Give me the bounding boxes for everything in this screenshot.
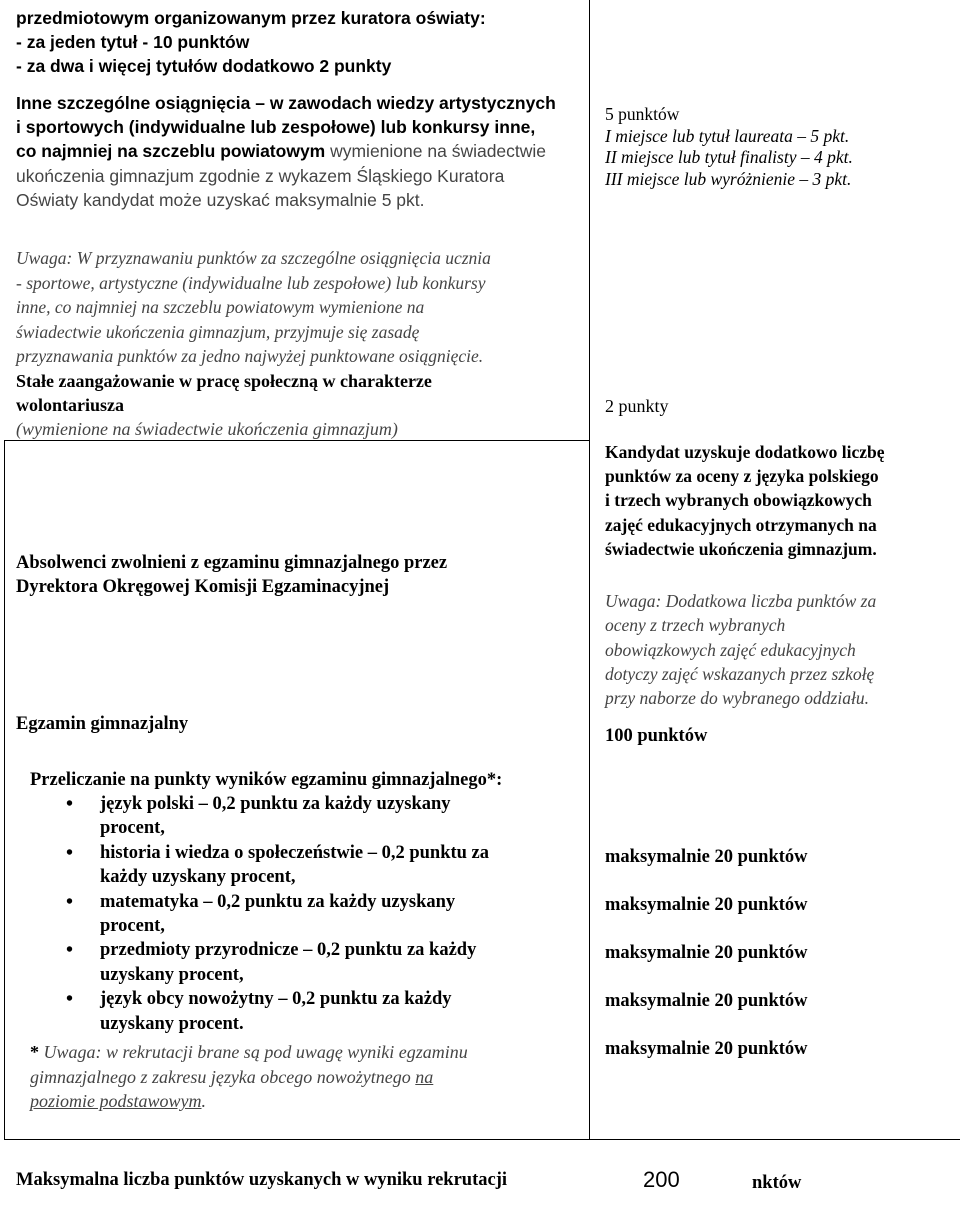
olympiad-points-cell xyxy=(16,6,582,79)
volunteer-cell xyxy=(16,369,584,441)
list-item: • matematyka – 0,2 punktu za każdy uzyskany procent, xyxy=(30,890,585,939)
text-line: obowiązkowych zajęć edukacyjnych xyxy=(605,639,856,660)
text-line: przyznawania punktów za jedno najwyżej punktowane osiągnięcie. xyxy=(16,346,484,366)
text-line: - za jeden tytuł - 10 punktów xyxy=(16,32,250,53)
place-line: II miejsce lub tytuł finalisty – 4 pkt. xyxy=(605,147,853,167)
list-item: • historia i wiedza o społeczeństwie – 0,2 punktu za każdy uzyskany procent, xyxy=(30,841,585,890)
text-line: ukończenia gimnazjum zgodnie z wykazem Śląskiego Kuratora xyxy=(16,165,505,186)
total-unit: nktów xyxy=(752,1173,802,1193)
text-line: gimnazjalnego z zakresu języka obcego nowożytnego na xyxy=(30,1066,434,1087)
total-label: Maksymalna liczba punktów uzyskanych w wyniku rekrutacji xyxy=(16,1170,508,1190)
text-line: wolontariusza xyxy=(16,395,124,415)
text-line: i trzech wybranych obowiązkowych xyxy=(605,490,872,511)
conversion-list xyxy=(30,792,585,1036)
conversion-title: Przeliczanie na punkty wyników egzaminu gimnazjalnego*: xyxy=(30,770,503,790)
text-line: świadectwie ukończenia gimnazjum, przyjmuje się zasadę xyxy=(16,321,420,342)
points-row: maksymalnie 20 punktów xyxy=(605,943,808,963)
table-bottom-border xyxy=(4,1139,960,1140)
achievements-cell xyxy=(16,91,582,212)
text-line: oceny z trzech wybranych xyxy=(605,615,786,636)
text-line: i sportowych (indywidualne lub zespołowe) lub konkursy inne, xyxy=(16,117,536,138)
text-line: poziomie podstawowym. xyxy=(30,1091,207,1111)
text-line: - sportowe, artystyczne (indywidualne lub zespołowe) lub konkursy xyxy=(16,272,486,293)
exempt-cell xyxy=(16,551,584,599)
list-item: • przedmioty przyrodnicze – 0,2 punktu za każdy uzyskany procent, xyxy=(30,938,585,987)
text-line: przedmiotowym organizowanym przez kuratora oświaty: xyxy=(16,8,486,28)
exempt-rule-cell xyxy=(605,440,945,561)
list-item: • język obcy nowożytny – 0,2 punktu za każdy uzyskany procent. xyxy=(30,987,585,1036)
exempt-note xyxy=(605,589,945,710)
text-line: punktów za oceny z języka polskiego xyxy=(605,466,879,487)
text-line: Absolwenci zwolnieni z egzaminu gimnazjalnego przez xyxy=(16,553,448,573)
text-line: Stałe zaangażowanie w pracę społeczną w charakterze xyxy=(16,371,432,391)
text-line: Uwaga: Dodatkowa liczba punktów za xyxy=(605,591,877,611)
achievements-note xyxy=(16,246,584,369)
points-row: maksymalnie 20 punktów xyxy=(605,895,808,915)
text-line: * Uwaga: w rekrutacji brane są pod uwagę wyniki egzaminu xyxy=(30,1042,468,1062)
volunteer-points: 2 punkty xyxy=(605,396,669,416)
conversion-points xyxy=(605,845,808,1085)
points-title: 5 punktów xyxy=(605,104,680,124)
text-line: (wymienione na świadectwie ukończenia gimnazjum) xyxy=(16,419,398,439)
place-line: I miejsce lub tytuł laureata – 5 pkt. xyxy=(605,125,850,146)
exam-points: 100 punktów xyxy=(605,726,708,746)
points-row: maksymalnie 20 punktów xyxy=(605,847,808,867)
column-divider xyxy=(589,0,590,1140)
text-line: dotyczy zajęć wskazanych przez szkołę xyxy=(605,663,875,684)
points-row: maksymalnie 20 punktów xyxy=(605,1039,808,1059)
text-line: Dyrektora Okręgowej Komisji Egzaminacyjnej xyxy=(16,577,390,597)
exam-label: Egzamin gimnazjalny xyxy=(16,714,189,734)
achievements-points-cell xyxy=(605,104,955,190)
points-row: maksymalnie 20 punktów xyxy=(605,991,808,1011)
text-line: świadectwie ukończenia gimnazjum. xyxy=(605,538,877,559)
text-line: Oświaty kandydat może uzyskać maksymalnie 5 pkt. xyxy=(16,189,425,210)
text-line: co najmniej na szczeblu powiatowym wymienione na świadectwie xyxy=(16,141,547,162)
text-line: inne, co najmniej na szczeblu powiatowym wymienione na xyxy=(16,297,425,317)
text-line: Uwaga: W przyznawaniu punktów za szczególne osiągnięcia ucznia xyxy=(16,248,491,268)
total-value: 200 xyxy=(643,1167,680,1192)
text-line: - za dwa i więcej tytułów dodatkowo 2 punkty xyxy=(16,56,392,77)
text-line: przy naborze do wybranego oddziału. xyxy=(605,688,869,709)
text-line: zajęć edukacyjnych otrzymanych na xyxy=(605,514,877,535)
conversion-footnote xyxy=(30,1040,585,1114)
subject-list xyxy=(30,792,585,1036)
text-line: Kandydat uzyskuje dodatkowo liczbę xyxy=(605,442,885,462)
left-border xyxy=(4,440,5,1140)
list-item: • język polski – 0,2 punktu za każdy uzyskany procent, xyxy=(30,792,585,841)
text-line: Inne szczególne osiągnięcia – w zawodach wiedzy artystycznych xyxy=(16,93,556,113)
place-line: III miejsce lub wyróżnienie – 3 pkt. xyxy=(605,168,852,189)
